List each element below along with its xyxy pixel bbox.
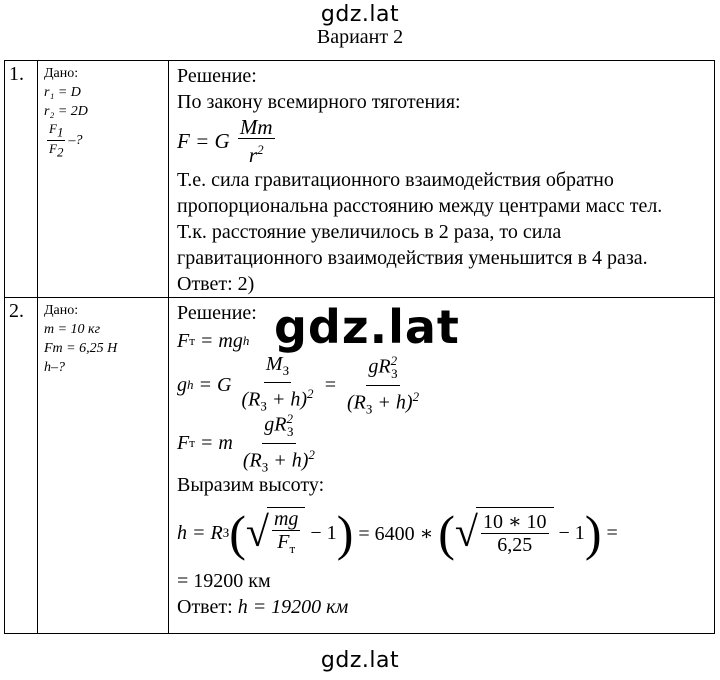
given-item: h–? xyxy=(44,360,65,375)
explanation-line: гравитационного взаимодействия уменьшится в 4 раза. xyxy=(177,247,648,269)
solution-title: Решение: xyxy=(177,302,257,324)
given-unknown: –? xyxy=(68,132,83,148)
problem-row-1 xyxy=(5,61,715,298)
problem-number: 2. xyxy=(5,298,38,634)
answer-text xyxy=(177,594,714,620)
answer-text: Ответ: 2) xyxy=(177,273,255,295)
watermark: gdz.lat xyxy=(274,300,460,354)
explanation-line: пропорциональна расстоянию между центрами масс тел. xyxy=(177,195,663,217)
given-cell xyxy=(38,61,169,298)
formula-force-expanded: F т = m $\frac{gR^2_З}{(R_З + h)^2}$ xyxy=(177,414,714,472)
given-title: Дано: xyxy=(44,303,79,318)
given-cell xyxy=(38,298,169,634)
result-text: = 19200 км xyxy=(177,570,271,592)
solution-cell xyxy=(169,61,715,298)
problem-number: 1. xyxy=(5,61,38,298)
answer-prefix: Ответ: xyxy=(177,596,238,618)
site-header-label: gdz.lat xyxy=(320,2,400,27)
express-text: Выразим высоту: xyxy=(177,474,325,496)
variant-title: Вариант 2 xyxy=(316,26,404,48)
formula-force: F т = mg h xyxy=(177,329,250,352)
formula-gh: g h = G $\frac{M_З}{(R_З + h)^2}$ = $\frac{gR^2_З}{(R_З + h)^2}$ xyxy=(177,356,714,414)
given-item: r₁ = D xyxy=(44,85,81,100)
given-item: r₂ = 2D xyxy=(44,104,88,119)
explanation-line: Т.е. сила гравитационного взаимодействия обратно xyxy=(177,169,614,191)
solution-title: Решение: xyxy=(177,65,257,87)
law-text: По закону всемирного тяготения: xyxy=(177,91,461,113)
answer-value: h = 19200 км xyxy=(237,596,349,618)
given-title: Дано: xyxy=(44,66,79,81)
given-item: Fт = 6,25 Н xyxy=(44,341,118,356)
formula-gravity: F = G $\frac{Mm}{r^2}$ xyxy=(177,115,273,167)
given-item: m = 10 кг xyxy=(44,322,101,337)
formula-height: h = R З ( √ $\frac{mg}{F_т}$ − 1 ) = 6400 ∗ ( √ $\frac{10 ∗ 10}{6,25}$ − 1 ) = xyxy=(177,505,618,561)
explanation-line: Т.к. расстояние увеличилось в 2 раза, то сила xyxy=(177,221,562,243)
given-item: $\frac{F_1}{F_2}$ –? xyxy=(49,121,83,160)
site-footer-label: gdz.lat xyxy=(320,648,400,673)
